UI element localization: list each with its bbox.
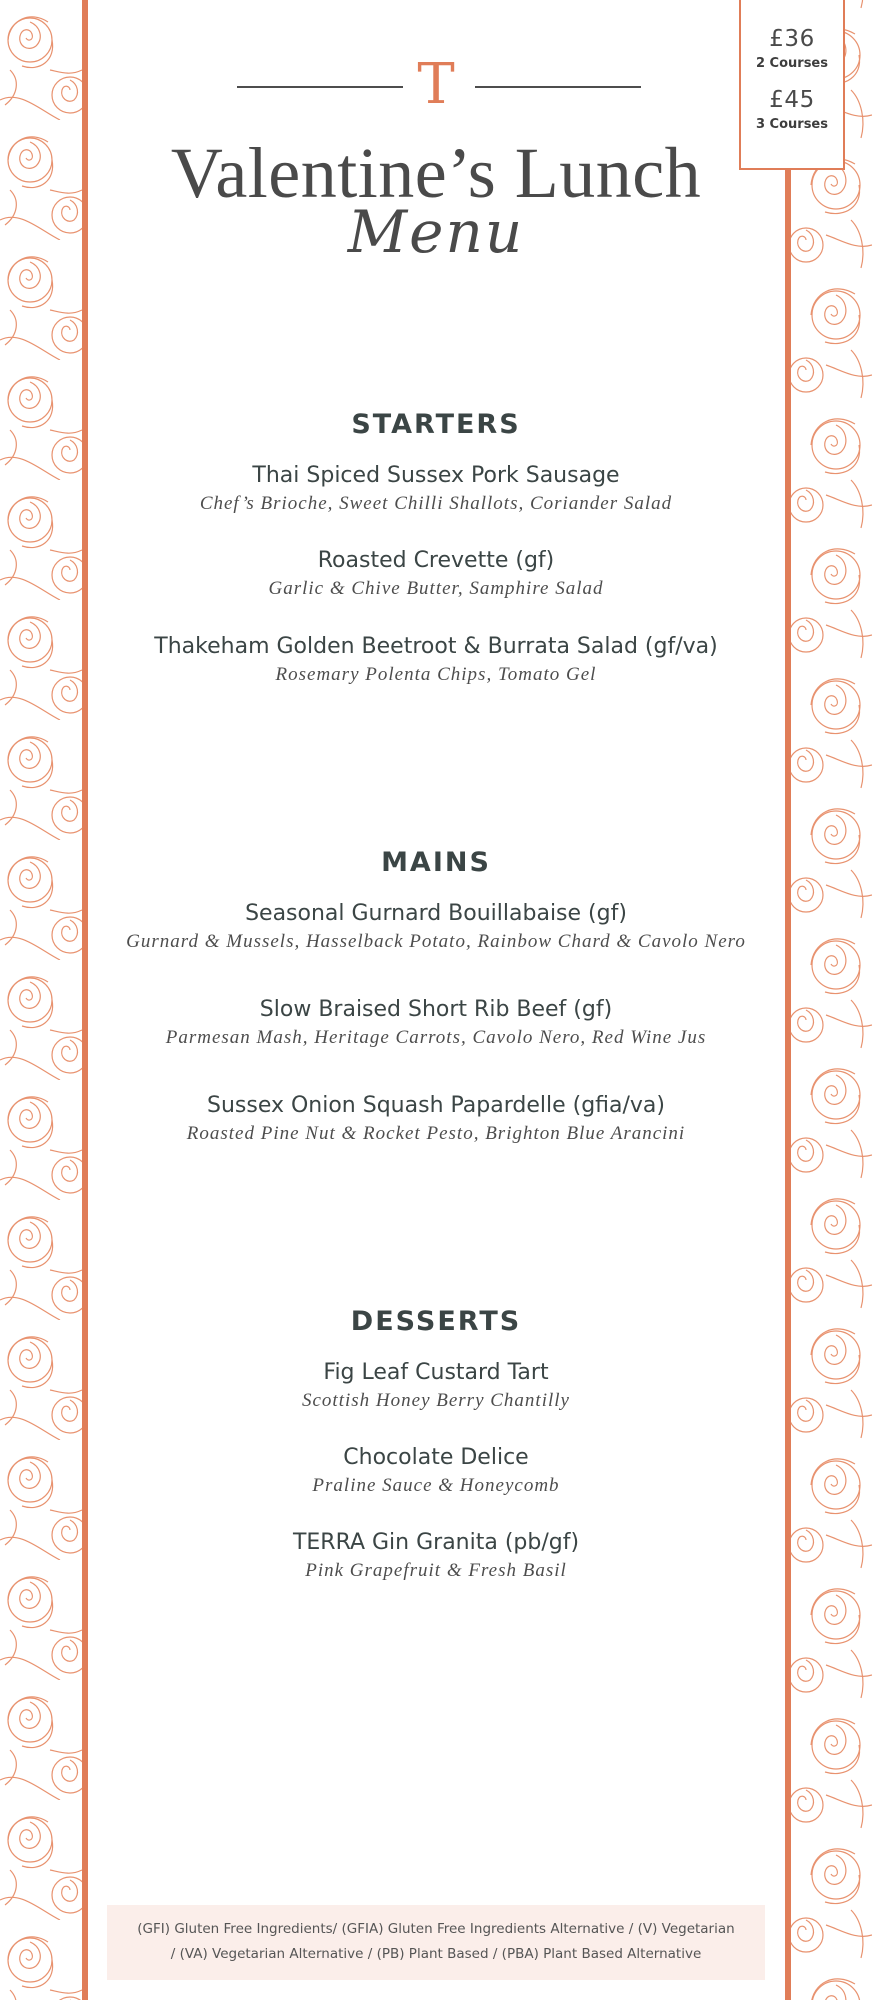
menu-item [95, 1091, 777, 1147]
courses-label-two: 2 Courses [755, 56, 828, 71]
dish-description: Parmesan Mash, Heritage Carrots, Cavolo Nero, Red Wine Jus [165, 1027, 707, 1048]
starters-section [95, 408, 777, 688]
menu-item [95, 1528, 777, 1584]
dish-description: Praline Sauce & Honeycomb [312, 1475, 560, 1496]
section-heading-starters: STARTERS [351, 409, 521, 440]
rose-pattern-icon [791, 0, 872, 2000]
dish-name: Sussex Onion Squash Papardelle (gfia/va) [206, 1093, 665, 1118]
menu-item [95, 899, 777, 955]
legend-line: / (VA) Vegetarian Alternative / (PB) Plant Based / (PBA) Plant Based Alternative [170, 1946, 702, 1962]
menu-item [95, 546, 777, 602]
dish-name: Thai Spiced Sussex Pork Sausage [252, 463, 620, 488]
dish-name: TERRA Gin Granita (pb/gf) [292, 1530, 580, 1555]
price-two-courses: £36 [769, 26, 815, 52]
dish-description: Scottish Honey Berry Chantilly [302, 1390, 570, 1411]
accent-rule-left [82, 0, 88, 2000]
dish-name: Roasted Crevette (gf) [317, 548, 555, 573]
section-heading-desserts: DESSERTS [350, 1306, 522, 1337]
dish-name: Chocolate Delice [343, 1445, 529, 1470]
dish-description: Rosemary Polenta Chips, Tomato Gel [275, 664, 597, 685]
dish-description: Gurnard & Mussels, Hasselback Potato, Rainbow Chard & Cavolo Nero [126, 931, 746, 952]
monogram-letter: T [417, 52, 455, 117]
dish-description: Pink Grapefruit & Fresh Basil [305, 1560, 567, 1581]
page-title: Valentine’s Lunch [170, 133, 702, 213]
dish-name: Slow Braised Short Rib Beef (gf) [259, 997, 613, 1022]
price-three-courses: £45 [769, 87, 815, 113]
legend-line: (GFI) Gluten Free Ingredients/ (GFIA) Gluten Free Ingredients Alternative / (V) Vegetarian [137, 1921, 735, 1937]
dish-name: Thakeham Golden Beetroot & Burrata Salad (gf/va) [154, 634, 718, 659]
floral-border-left [0, 0, 82, 2000]
dish-description: Chef’s Brioche, Sweet Chilli Shallots, Coriander Salad [199, 493, 673, 514]
dish-description: Roasted Pine Nut & Rocket Pesto, Brighton Blue Arancini [186, 1123, 686, 1144]
monogram-divider-left [237, 86, 403, 88]
monogram [0, 50, 872, 120]
mains-section [95, 846, 777, 1147]
courses-label-three: 3 Courses [755, 117, 828, 132]
dietary-legend [107, 1905, 765, 1980]
script-subtitle: Menu [347, 198, 525, 266]
monogram-divider-right [475, 86, 641, 88]
menu-item [95, 995, 777, 1051]
menu-item [95, 1358, 777, 1414]
section-heading-mains: MAINS [381, 847, 491, 878]
menu-item [95, 461, 777, 517]
dish-name: Seasonal Gurnard Bouillabaise (gf) [245, 901, 627, 926]
accent-rule-right [785, 0, 791, 2000]
rose-pattern-icon [0, 0, 82, 2000]
menu-item [95, 632, 777, 688]
desserts-section [95, 1305, 777, 1584]
floral-border-right [791, 0, 872, 2000]
menu-item [95, 1443, 777, 1499]
dish-name: Fig Leaf Custard Tart [323, 1360, 549, 1385]
dish-description: Garlic & Chive Butter, Samphire Salad [268, 578, 604, 599]
